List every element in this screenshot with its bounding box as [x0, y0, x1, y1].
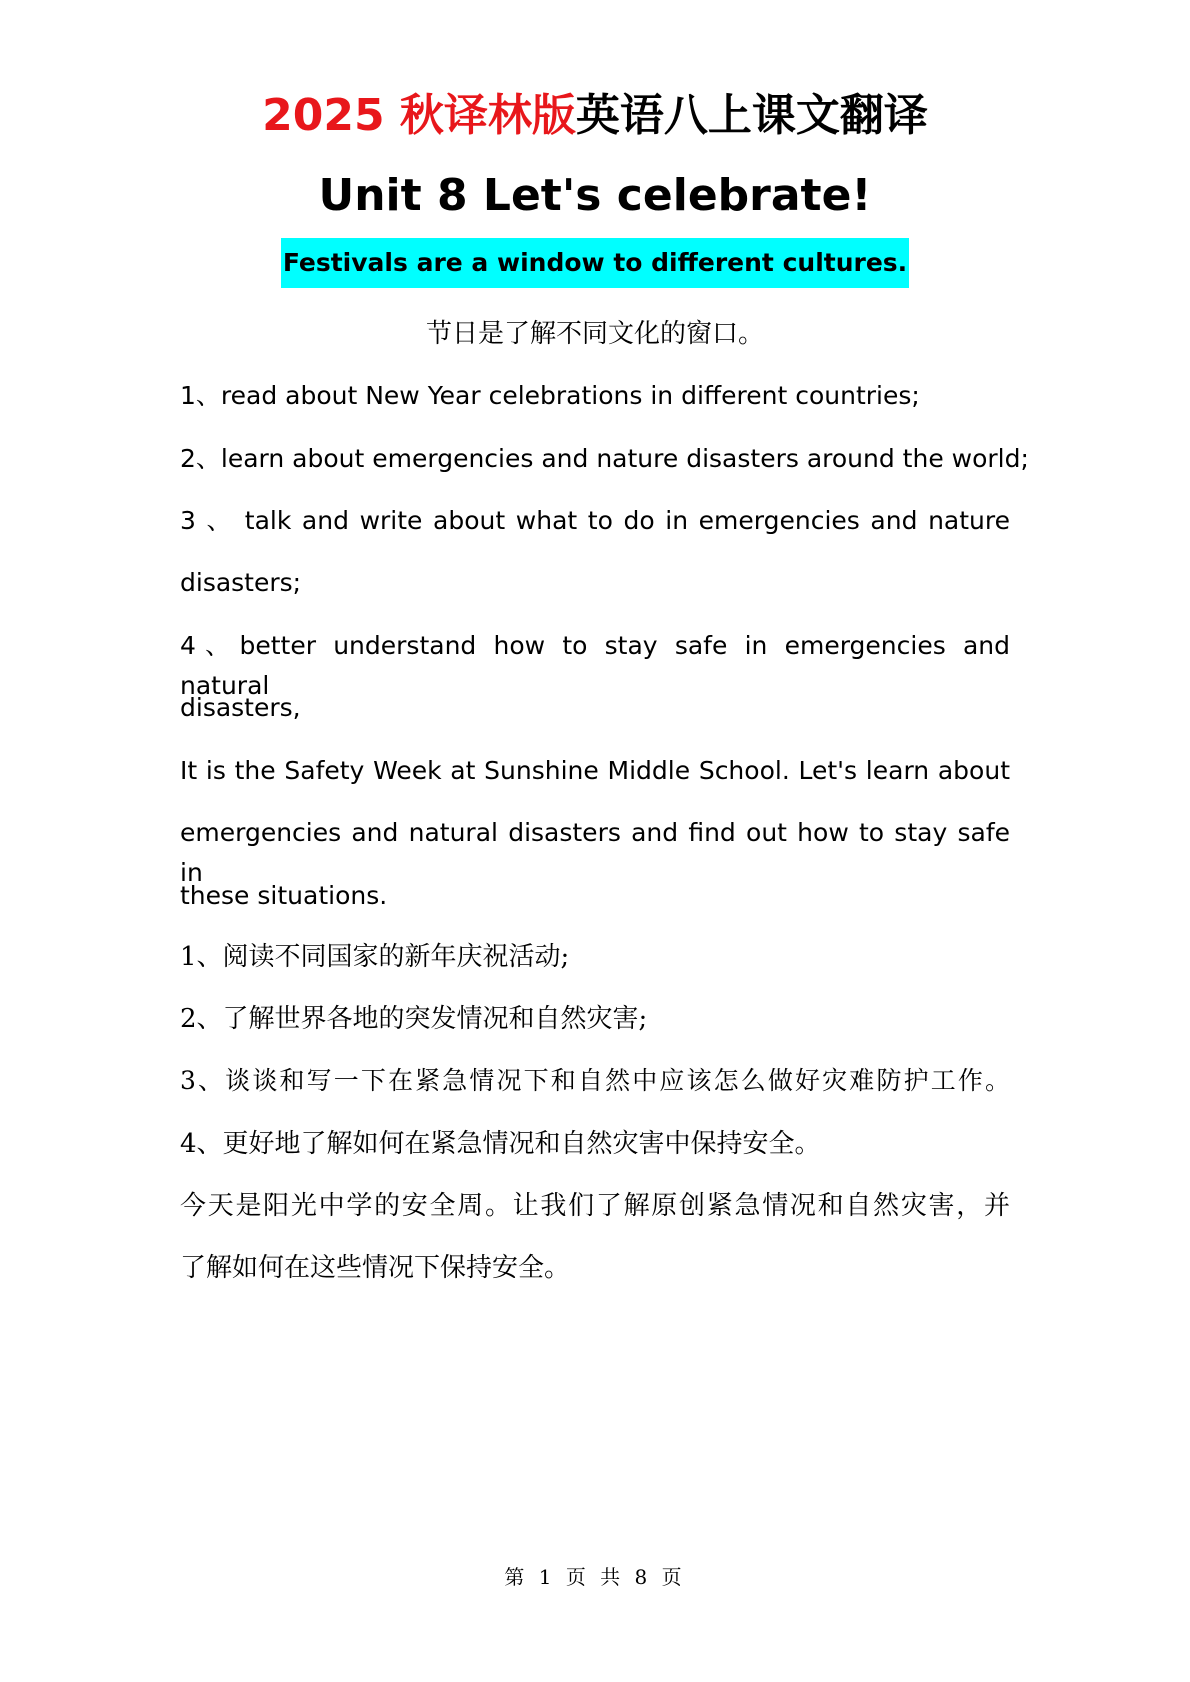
- title-red-part: 2025 秋译林版: [262, 90, 576, 141]
- english-line-1: 1、read about New Year celebrations in different countries;: [180, 381, 920, 410]
- page-number-footer: 第 1 页 共 8 页: [504, 1565, 686, 1589]
- chinese-line-2: 2、了解世界各地的突发情况和自然灾害;: [180, 1004, 648, 1034]
- chinese-line-3: 3、谈谈和写一下在紧急情况下和自然中应该怎么做好灾难防护工作。: [180, 1066, 1010, 1095]
- english-line-3: 3 、 talk and write about what to do in emergencies and nature: [180, 506, 1010, 535]
- english-line-9: these situations.: [180, 881, 388, 910]
- english-line-6: disasters,: [180, 693, 301, 722]
- chinese-line-1: 1、阅读不同国家的新年庆祝活动;: [180, 942, 570, 972]
- title-black-part: 英语八上课文翻译: [575, 90, 928, 141]
- chinese-line-4: 4、更好地了解如何在紧急情况和自然灾害中保持安全。: [180, 1129, 821, 1159]
- unit-title: Unit 8 Let's celebrate!: [318, 170, 872, 221]
- document-title: [0, 84, 1190, 148]
- banner-translation: 节日是了解不同文化的窗口。: [425, 319, 764, 349]
- english-line-7: It is the Safety Week at Sunshine Middle School. Let's learn about: [180, 756, 1010, 785]
- highlight-banner: [0, 238, 1190, 288]
- highlighted-sentence: Festivals are a window to different cultures.: [281, 238, 909, 288]
- english-line-4: disasters;: [180, 568, 302, 597]
- chinese-line-6: 了解如何在这些情况下保持安全。: [180, 1253, 571, 1283]
- english-line-8: emergencies and natural disasters and find out how to stay safe in: [180, 818, 1010, 887]
- chinese-line-5: 今天是阳光中学的安全周。让我们了解原创紧急情况和自然灾害，并: [180, 1191, 1010, 1221]
- english-line-2: 2、learn about emergencies and nature disasters around the world;: [180, 444, 1029, 473]
- english-line-5: 4、better understand how to stay safe in emergencies and natural: [180, 631, 1010, 700]
